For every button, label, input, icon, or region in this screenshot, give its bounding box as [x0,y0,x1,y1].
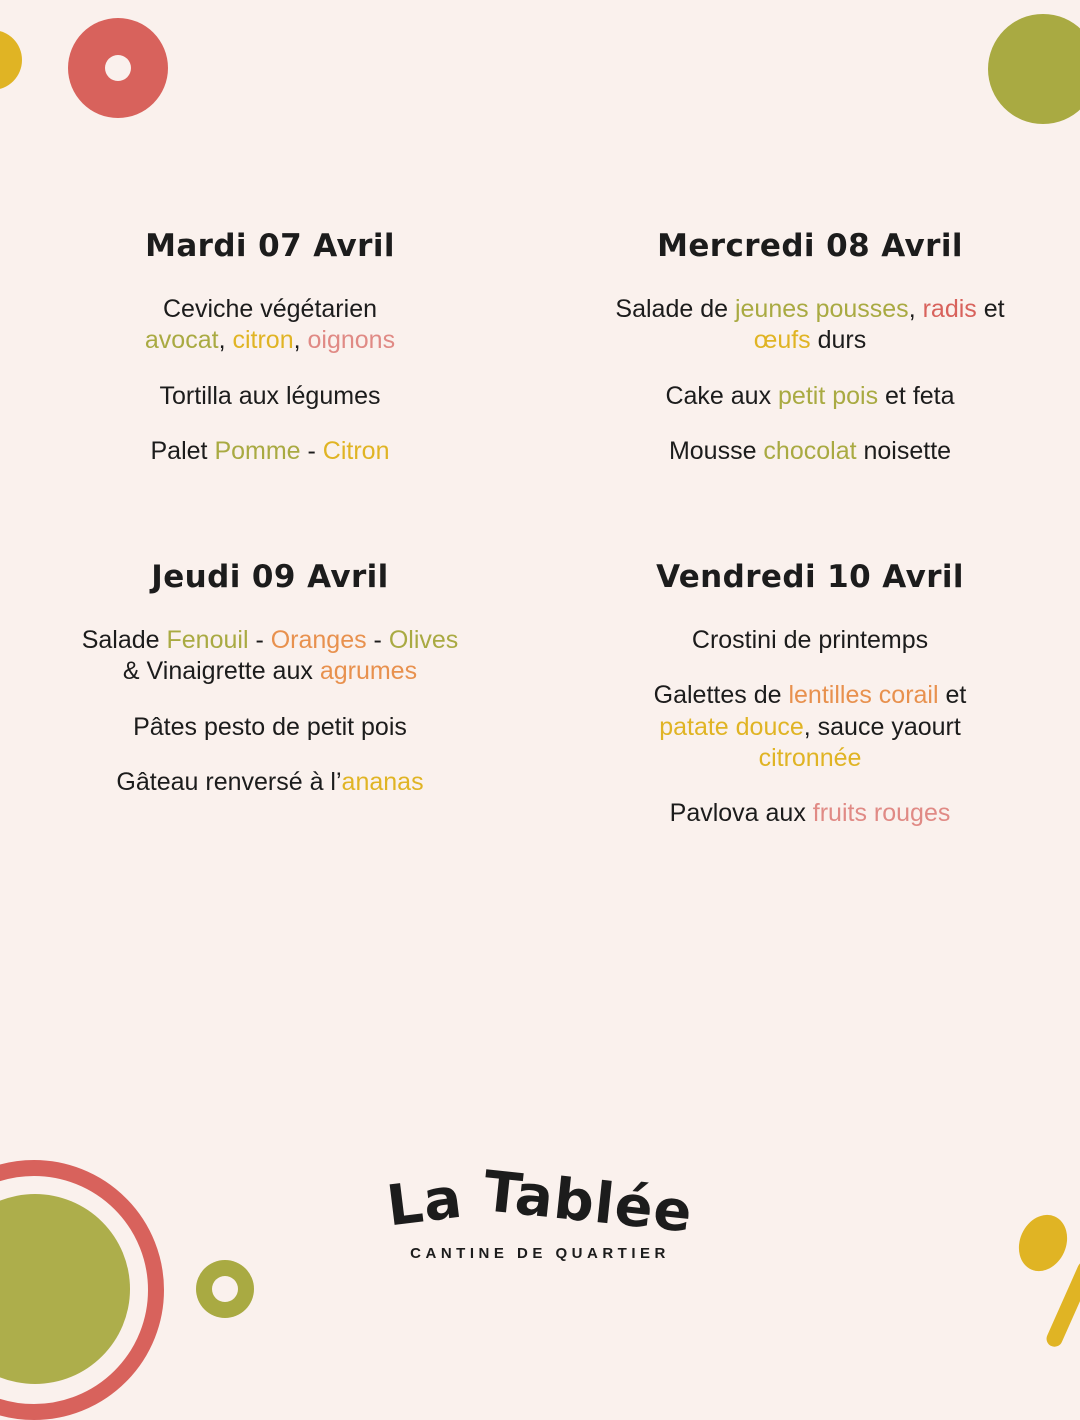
decorative-yellow-arc-icon [0,30,22,90]
dish-text-segment: Mousse [668,436,764,465]
day-title: Mardi 07 Avril [145,228,395,264]
day-menu-card [0,228,540,467]
day-title: Mercredi 08 Avril [657,228,963,264]
dish-line [576,680,1044,774]
dish-text-segment: , [293,326,308,355]
dish-text-segment: Palet [150,436,215,465]
dish-text-segment: Fenouil [166,626,249,654]
dish-text-segment: Salade [81,626,167,654]
day-title: Vendredi 10 Avril [656,559,964,595]
dish-line [36,767,504,798]
dish-text-segment: Citron [322,436,390,465]
weekly-menu-grid [0,228,1080,829]
dish-text-segment: Pomme [214,436,301,465]
dish-text-segment: Cake aux [665,381,779,410]
dish-text-segment: Oranges [270,626,367,654]
dish-text-segment: avocat [144,326,219,355]
dish-text-segment: et feta [878,381,955,410]
dish-line [36,294,504,357]
dish-text-segment: radis [922,295,977,323]
dish-text-segment: petit pois [778,381,879,410]
day-title: Jeudi 09 Avril [151,559,389,595]
dish-text-segment: - [248,626,271,654]
dish-text-segment: , [218,326,233,355]
dish-line [576,798,1044,829]
dish-line [576,625,1044,656]
decorative-spoon-handle-icon [1044,1259,1080,1350]
dish-text-segment: fruits rouges [812,799,951,827]
day-menu-card [540,228,1080,467]
dish-line [576,381,1044,412]
dish-text-segment: , sauce yaourt [803,712,961,741]
dish-text-segment: Crostini de printemps [691,626,929,654]
decorative-red-donut-icon [68,18,168,118]
dish-text-segment: Tortilla aux légumes [159,381,381,410]
dish-text-segment: & Vinaigrette aux [122,657,320,686]
dish-text-segment: lentilles corail [788,681,939,710]
dish-text-segment: chocolat [763,436,857,465]
brand-logo [0,1159,1080,1262]
dish-text-segment: Olives [388,626,459,654]
dish-text-segment: Gâteau renversé à l’ [116,767,342,796]
dish-text-segment: - [300,436,323,465]
dish-text-segment: citronnée [758,743,862,772]
day-menu-card [0,559,540,829]
dish-line [576,436,1044,467]
logo-name-part2: Tablée [480,1159,696,1246]
dish-text-segment: œufs [753,326,811,355]
dish-text-segment: , [908,295,923,323]
dish-text-segment: noisette [856,436,952,465]
dish-text-segment: jeunes pousses [734,295,909,323]
dish-line [36,381,504,412]
decorative-olive-donut-icon [196,1260,254,1318]
logo-name-part1: La [383,1165,467,1240]
dish-text-segment: oignons [307,326,396,355]
dish-line [36,712,504,743]
dish-text-segment: Galettes de [653,681,789,710]
decorative-olive-circle-icon [988,14,1080,124]
dish-text-segment: patate douce [659,712,804,741]
dish-text-segment: et [938,681,967,710]
dish-text-segment: Ceviche végétarien [162,295,377,323]
logo-tagline: CANTINE DE QUARTIER [410,1245,670,1262]
dish-text-segment: et [976,295,1005,323]
dish-text-segment: - [366,626,389,654]
dish-text-segment: Salade de [615,295,735,323]
dish-line [36,625,504,688]
dish-text-segment: agrumes [319,657,418,686]
logo-wordmark [0,1159,1080,1246]
dish-text-segment: Pavlova aux [669,799,813,827]
dish-line [576,294,1044,357]
dish-text-segment: ananas [341,767,424,796]
dish-text-segment: citron [232,326,294,355]
dish-text-segment: Pâtes pesto de petit pois [133,712,407,741]
day-menu-card [540,559,1080,829]
dish-line [36,436,504,467]
dish-text-segment: durs [810,326,867,355]
